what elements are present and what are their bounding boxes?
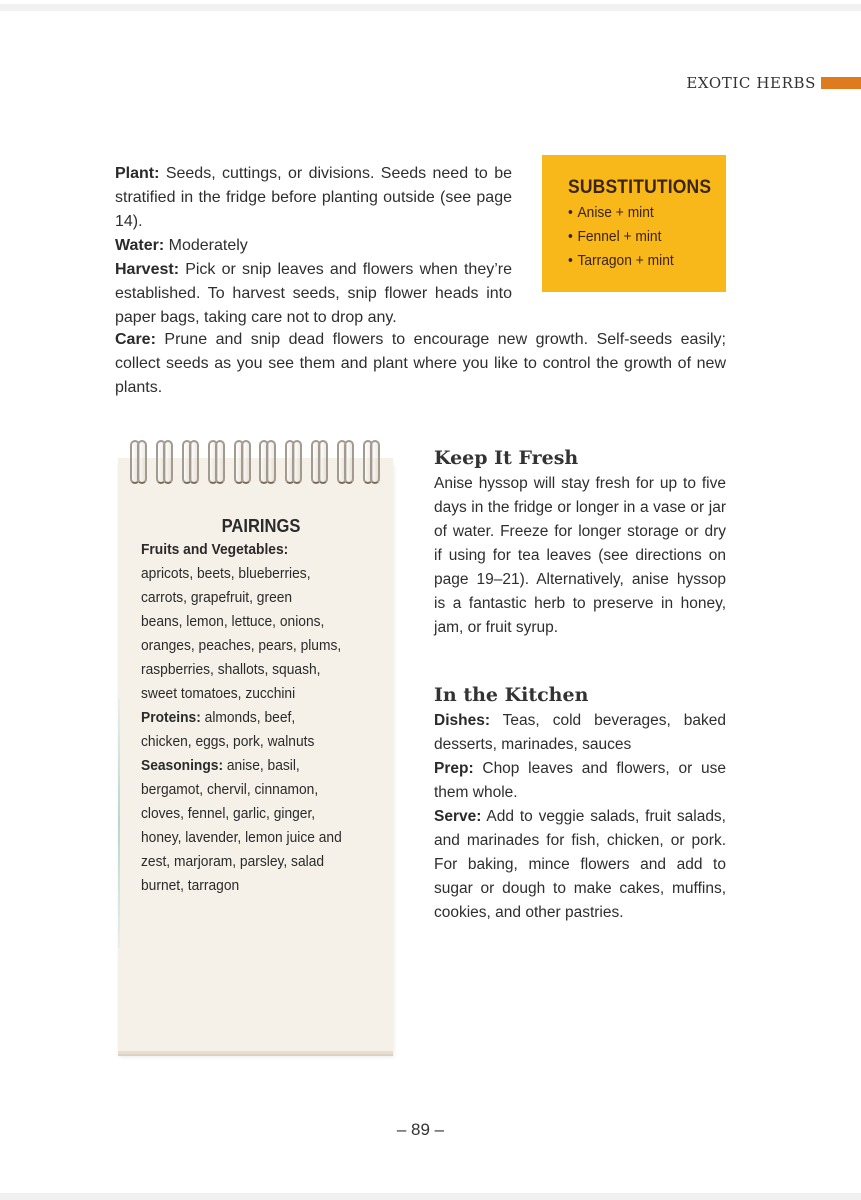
bottom-page-edge [0,1193,861,1200]
pairing-line [141,562,362,586]
pairings-panel [141,514,381,898]
dishes-text: Teas, cold beverages, baked desserts, marinades, sauces [434,712,726,753]
accent-bar [821,77,861,89]
harvest-label: Harvest: [115,261,180,278]
water-label: Water: [115,237,165,254]
pairing-line [141,778,362,802]
dishes-label: Dishes: [434,712,490,729]
substitution-item [568,225,713,249]
pairing-label: Proteins: [141,709,201,726]
keep-fresh-heading: Keep It Fresh [434,447,579,469]
care-text: Prune and snip dead flowers to encourage new growth. Self-seeds easily; collect seeds as you see them and plant where you like to control the growth of new plants. [115,331,726,396]
pairing-line [141,802,362,826]
substitution-text: Fennel + mint [577,228,662,245]
pairing-text: burnet, tarragon [141,877,240,894]
prep-text: Chop leaves and flowers, or use them whole. [434,760,726,801]
bullet-icon: • [568,204,573,221]
spiral-ring-icon [259,440,276,482]
substitutions-box [542,155,726,292]
chapter-title: EXOTIC HERBS [686,74,816,92]
pairing-label: Seasonings: [141,757,224,774]
serve-label: Serve: [434,808,482,825]
spiral-binding-icon [130,440,380,486]
keep-fresh-text: Anise hyssop will stay fresh for up to five days in the fridge or longer in a vase or jar of water. Freeze for longer storage or dry if using for tea leaves (see directions on page 19–21). Alternatively, anise hyssop is a fantastic herb to preserve in honey, jam, or fruit syrup. [434,475,726,636]
care-label: Care: [115,331,156,348]
substitution-item [568,249,713,273]
pairing-text: almonds, beef, [200,709,296,726]
plant-info [115,162,512,234]
pairing-text: raspberries, shallots, squash, [141,661,321,678]
spiral-ring-icon [285,440,302,482]
pairing-text: zest, marjoram, parsley, salad [141,853,325,870]
bullet-icon: • [568,228,573,245]
water-info [115,234,512,258]
bullet-icon: • [568,252,573,269]
keep-fresh-section [434,446,726,640]
page-number: – 89 – [396,1120,445,1139]
pairing-line [141,874,362,898]
spiral-ring-icon [156,440,173,482]
harvest-text: Pick or snip leaves and flowers when they’re established. To harvest seeds, snip flower heads into paper bags, taking care not to drop any. [115,261,512,326]
water-text: Moderately [164,237,248,254]
pairing-line [141,538,362,562]
substitution-text: Anise + mint [577,204,654,221]
pairing-text: carrots, grapefruit, green [141,589,293,606]
running-head [686,73,861,93]
pairing-text: sweet tomatoes, zucchini [141,685,296,702]
substitutions-title: SUBSTITUTIONS [568,177,712,198]
pairing-text: apricots, beets, blueberries, [141,565,311,582]
spiral-ring-icon [363,440,380,482]
pairing-line [141,754,362,778]
pairing-line [141,634,362,658]
pairing-text: anise, basil, [223,757,300,774]
care-info [115,328,726,400]
substitutions-list [568,201,726,273]
pairing-line [141,658,362,682]
pairing-text: beans, lemon, lettuce, onions, [141,613,325,630]
pairing-line [141,586,362,610]
pairing-text: oranges, peaches, pears, plums, [141,637,342,654]
harvest-info [115,258,512,330]
pairing-line [141,706,362,730]
pairing-text: honey, lavender, lemon juice and [141,829,342,846]
spiral-ring-icon [311,440,328,482]
growing-info [115,162,512,330]
prep-info [434,757,726,805]
pairings-title: PAIRINGS [221,516,301,536]
pairing-text: cloves, fennel, garlic, ginger, [141,805,316,822]
top-page-edge [0,4,861,11]
pairing-line [141,610,362,634]
pairing-label: Fruits and Vegetables: [141,541,289,558]
plant-text: Seeds, cuttings, or divisions. Seeds need to be stratified in the fridge before planting outside (see page 14). [115,165,512,230]
spiral-ring-icon [130,440,147,482]
plant-label: Plant: [115,165,160,182]
spiral-ring-icon [208,440,225,482]
pairing-line [141,682,362,706]
spiral-ring-icon [182,440,199,482]
care-paragraph [115,328,726,400]
pairing-text: chicken, eggs, pork, walnuts [141,733,315,750]
spiral-ring-icon [337,440,354,482]
pairing-text: bergamot, chervil, cinnamon, [141,781,319,798]
in-the-kitchen-heading: In the Kitchen [434,684,589,706]
in-the-kitchen-section [434,683,726,925]
spiral-ring-icon [234,440,251,482]
prep-label: Prep: [434,760,474,777]
pairing-line [141,850,362,874]
substitution-item [568,201,713,225]
dishes-info [434,709,726,757]
notepad-edge [118,698,120,948]
pairing-line [141,826,362,850]
pairing-line [141,730,362,754]
serve-info [434,805,726,925]
serve-text: Add to veggie salads, fruit salads, and marinades for fish, chicken, or pork. For baking, mince flowers and add to sugar or dough to make cakes, muffins, cookies, and other pastries. [434,808,726,921]
substitution-text: Tarragon + mint [577,252,674,269]
